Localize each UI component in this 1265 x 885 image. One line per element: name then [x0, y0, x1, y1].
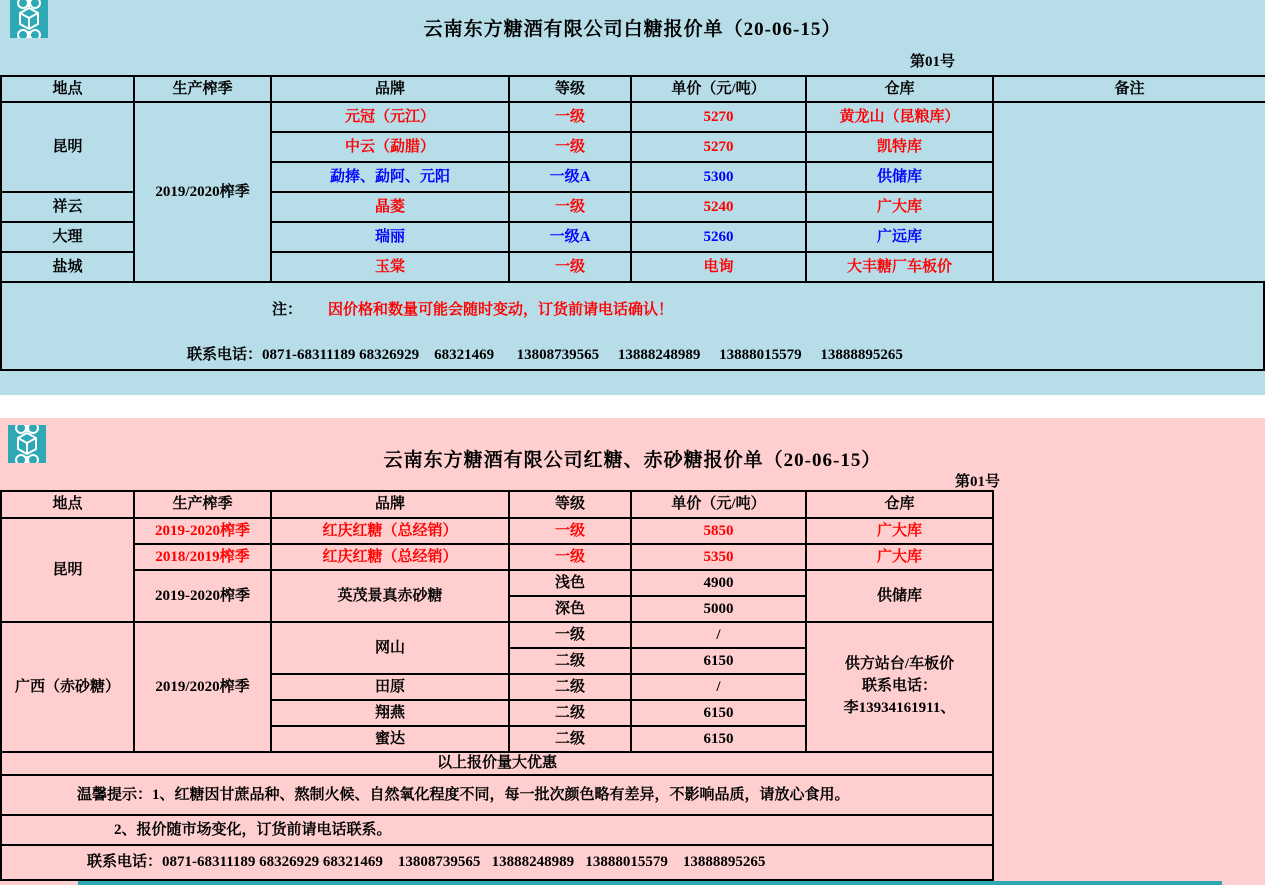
table-row: [1, 102, 1265, 132]
cell-brand: 中云（勐腊）: [271, 132, 509, 162]
white-sugar-section: [0, 0, 1265, 395]
cell-season: 2019-2020榨季: [134, 570, 271, 622]
note-label: 注：: [272, 302, 303, 318]
cell-grade: 一级: [509, 544, 631, 570]
brown-sugar-title: 云南东方糖酒有限公司红糖、赤砂糖报价单（20-06-15）: [383, 450, 882, 471]
cell-grade: 二级: [509, 648, 631, 674]
column-header-location: 地点: [1, 76, 134, 102]
cell-brand: 田原: [271, 674, 509, 700]
column-header-location: 地点: [1, 491, 134, 518]
column-header-price: 单价（元/吨）: [631, 491, 806, 518]
cell-grade: 一级: [509, 252, 631, 282]
column-header-grade: 等级: [509, 76, 631, 102]
cell-grade: 深色: [509, 596, 631, 622]
cell-brand: 网山: [271, 622, 509, 674]
cell-warehouse: 大丰糖厂车板价: [806, 252, 993, 282]
cell-brand: 翔燕: [271, 700, 509, 726]
cell-grade: 一级: [509, 622, 631, 648]
bulk-discount-note: 以上报价量大优惠: [1, 752, 993, 775]
white-sugar-notes-frame: [0, 283, 1265, 371]
column-header-season: 生产榨季: [134, 491, 271, 518]
cell-location: 广西（赤砂糖）: [1, 622, 134, 752]
cell-price: 5850: [631, 518, 806, 544]
supplier-line: 供方站台/车板价: [844, 656, 955, 673]
column-header-price: 单价（元/吨）: [631, 76, 806, 102]
column-header-warehouse: 仓库: [806, 76, 993, 102]
table-row: [1, 622, 993, 648]
cell-warehouse: 广远库: [806, 222, 993, 252]
note-line: [272, 298, 673, 319]
cell-season: 2019/2020榨季: [134, 622, 271, 752]
cell-brand: 勐捧、勐阿、元阳: [271, 162, 509, 192]
cell-price: 5000: [631, 596, 806, 622]
table-row: [1, 518, 993, 544]
cell-price: 电询: [631, 252, 806, 282]
white-sugar-table-wrap: [0, 75, 1265, 371]
cell-price: 5270: [631, 102, 806, 132]
white-sugar-doc-number: 第01号: [909, 54, 955, 70]
cell-price: 5270: [631, 132, 806, 162]
cell-price: 6150: [631, 648, 806, 674]
cell-grade: 二级: [509, 700, 631, 726]
warm-tip-1: 温馨提示：1、红糖因甘蔗品种、熬制火候、自然氧化程度不同，每一批次颜色略有差异，不影响品质，请放心食用。: [1, 775, 993, 815]
cell-brand: 蜜达: [271, 726, 509, 752]
cell-grade: 一级A: [509, 162, 631, 192]
cell-brand: 元冠（元江）: [271, 102, 509, 132]
cell-brand: 瑞丽: [271, 222, 509, 252]
cell-brand: 红庆红糖（总经销）: [271, 518, 509, 544]
cell-grade: 二级: [509, 726, 631, 752]
cell-location: 大理: [1, 222, 134, 252]
brown-sugar-table-wrap: [0, 490, 992, 881]
white-sugar-table: [0, 75, 1265, 283]
column-header-brand: 品牌: [271, 76, 509, 102]
brown-sugar-doc-number: 第01号: [954, 474, 1000, 490]
cell-warehouse: 广大库: [806, 544, 993, 570]
warm-tip-2: 2、报价随市场变化，订货前请电话联系。: [1, 815, 993, 845]
column-header-brand: 品牌: [271, 491, 509, 518]
cell-price: 5350: [631, 544, 806, 570]
column-header-season: 生产榨季: [134, 76, 271, 102]
contact-phones-line: 联系电话：0871-68311189 68326929 68321469 13808739565 13888248989 13888015579 13888895265: [187, 347, 903, 363]
column-header-grade: 等级: [509, 491, 631, 518]
supplier-line: 李13934161911、: [843, 699, 956, 716]
cell-location: 盐城: [1, 252, 134, 282]
cell-price: /: [631, 622, 806, 648]
cell-grade: 一级: [509, 518, 631, 544]
cell-grade: 一级: [509, 132, 631, 162]
brown-sugar-table: [0, 490, 994, 881]
cell-grade: 一级A: [509, 222, 631, 252]
cell-warehouse: 供储库: [806, 570, 993, 622]
cell-season: 2019-2020榨季: [134, 518, 271, 544]
note-text: 因价格和数量可能会随时变动，订货前请电话确认！: [328, 302, 674, 318]
column-header-remark: 备注: [993, 76, 1265, 102]
table-row: [1, 570, 993, 596]
cell-season: 2019/2020榨季: [134, 102, 271, 282]
cell-grade: 浅色: [509, 570, 631, 596]
cell-grade: 一级: [509, 102, 631, 132]
cell-brand: 英茂景真赤砂糖: [271, 570, 509, 622]
cell-price: 6150: [631, 726, 806, 752]
table-row: [1, 544, 993, 570]
cell-supplier-warehouse: [806, 622, 993, 752]
white-sugar-title: 云南东方糖酒有限公司白糖报价单（20-06-15）: [423, 19, 842, 40]
cell-location: 祥云: [1, 192, 134, 222]
cell-brand: 晶菱: [271, 192, 509, 222]
cell-warehouse: 凯特库: [806, 132, 993, 162]
brown-sugar-section: [0, 418, 1265, 885]
cell-remark: [993, 102, 1265, 282]
cell-price: 5240: [631, 192, 806, 222]
cell-warehouse: 供储库: [806, 162, 993, 192]
cell-grade: 一级: [509, 192, 631, 222]
bottom-accent-bar: [78, 881, 1222, 885]
cell-price: 4900: [631, 570, 806, 596]
supplier-line: 联系电话：: [861, 678, 937, 695]
cell-price: /: [631, 674, 806, 700]
contact-phones-line: 联系电话：0871-68311189 68326929 68321469 13808739565 13888248989 13888015579 13888895265: [1, 845, 993, 880]
cell-grade: 二级: [509, 674, 631, 700]
cell-warehouse: 广大库: [806, 518, 993, 544]
cell-brand: 红庆红糖（总经销）: [271, 544, 509, 570]
cell-price: 5260: [631, 222, 806, 252]
cell-season: 2018/2019榨季: [134, 544, 271, 570]
cell-warehouse: 广大库: [806, 192, 993, 222]
cell-location: 昆明: [1, 518, 134, 622]
cell-warehouse: 黄龙山（昆粮库）: [806, 102, 993, 132]
column-header-warehouse: 仓库: [806, 491, 993, 518]
cell-price: 6150: [631, 700, 806, 726]
cell-brand: 玉棠: [271, 252, 509, 282]
cell-location: 昆明: [1, 102, 134, 192]
cell-price: 5300: [631, 162, 806, 192]
